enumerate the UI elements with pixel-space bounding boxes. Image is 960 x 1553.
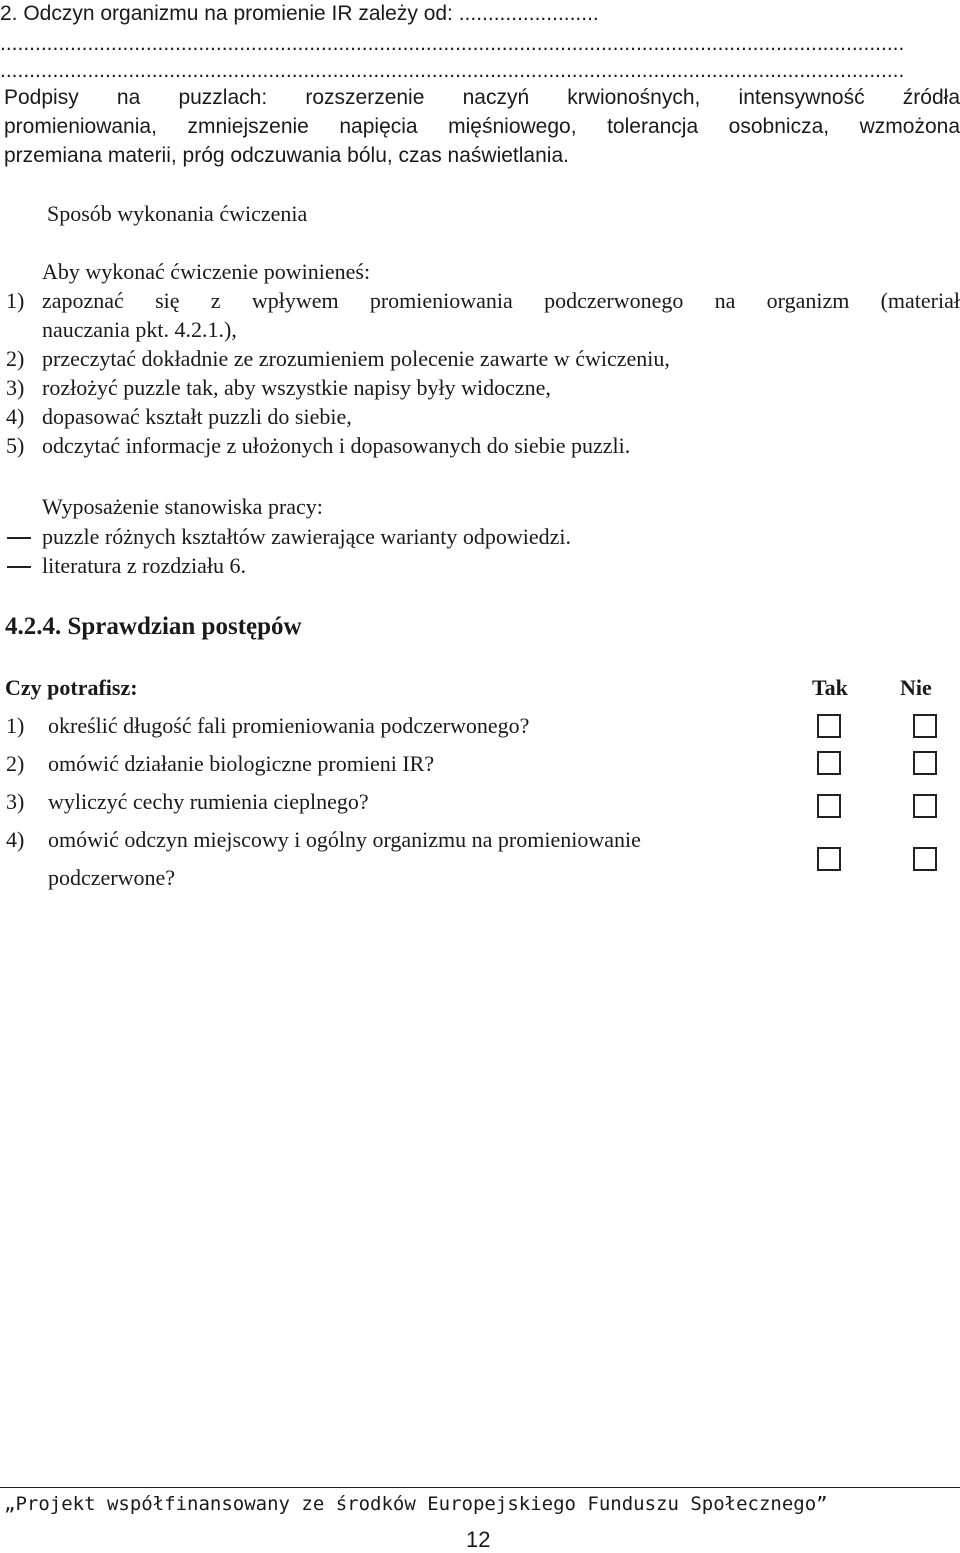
no-column-header: Nie xyxy=(900,675,932,700)
footer-note: „Projekt współfinansowany ze środków Europejskiego Funduszu Społecznego” xyxy=(4,1493,828,1515)
puzzle-labels-line: Podpisy na puzzlach: rozszerzenie naczyń krwionośnych, intensywność źródła xyxy=(4,86,960,109)
question-number: 1) xyxy=(6,713,25,738)
no-checkbox[interactable] xyxy=(913,714,937,738)
step-text: rozłożyć puzzle tak, aby wszystkie napisy były widoczne, xyxy=(42,375,551,400)
question-number: 3) xyxy=(6,789,25,814)
equipment-item: puzzle różnych kształtów zawierające warianty odpowiedzi. xyxy=(42,524,571,549)
step-text: dopasować kształt puzzli do siebie, xyxy=(42,404,352,429)
page-number: 12 xyxy=(466,1527,491,1552)
footer-divider xyxy=(0,1487,960,1488)
question-text-continued: podczerwone? xyxy=(48,865,176,890)
equipment-item: literatura z rozdziału 6. xyxy=(42,553,247,578)
puzzle-labels-line: promieniowania, zmniejszenie napięcia mięśniowego, tolerancja osobnicza, wzmożona xyxy=(4,115,960,138)
no-checkbox[interactable] xyxy=(913,847,937,871)
answer-dots-line: ........................................................................................................................................................... xyxy=(0,32,905,55)
step-number: 1) xyxy=(6,288,25,313)
no-checkbox[interactable] xyxy=(913,794,937,818)
yes-checkbox[interactable] xyxy=(817,794,841,818)
method-intro: Aby wykonać ćwiczenie powinieneś: xyxy=(42,259,371,284)
step-number: 4) xyxy=(6,404,25,429)
no-checkbox[interactable] xyxy=(913,751,937,775)
question-text: omówić odczyn miejscowy i ogólny organizmu na promieniowanie xyxy=(48,827,641,852)
step-text: przeczytać dokładnie ze zrozumieniem polecenie zawarte w ćwiczeniu, xyxy=(42,346,670,371)
yes-checkbox[interactable] xyxy=(817,847,841,871)
section-title: 4.2.4. Sprawdzian postępów xyxy=(5,613,302,640)
method-heading: Sposób wykonania ćwiczenia xyxy=(47,201,308,226)
yes-column-header: Tak xyxy=(812,675,848,700)
step-number: 5) xyxy=(6,433,25,458)
step-text: odczytać informacje z ułożonych i dopasowanych do siebie puzzli. xyxy=(42,433,631,458)
question-text: omówić działanie biologiczne promieni IR? xyxy=(48,751,435,776)
step-text-continued: nauczania pkt. 4.2.1.), xyxy=(42,317,237,342)
step-number: 3) xyxy=(6,375,25,400)
list-dash xyxy=(7,537,31,539)
step-number: 2) xyxy=(6,346,25,371)
question-number: 4) xyxy=(6,827,25,852)
yes-checkbox[interactable] xyxy=(817,714,841,738)
question-text: wyliczyć cechy rumienia cieplnego? xyxy=(48,789,369,814)
question-text: określić długość fali promieniowania podczerwonego? xyxy=(48,713,530,738)
answer-dots-line: ........................................................................................................................................................... xyxy=(0,59,905,82)
equipment-heading: Wyposażenie stanowiska pracy: xyxy=(42,494,323,519)
step-text: zapoznać się z wpływem promieniowania podczerwonego na organizm (materiał xyxy=(42,288,960,313)
question-2-line: 2. Odczyn organizmu na promienie IR zależy od: ........................ xyxy=(0,2,599,25)
list-dash xyxy=(7,566,31,568)
question-number: 2) xyxy=(6,751,25,776)
puzzle-labels-line: przemiana materii, próg odczuwania bólu, czas naświetlania. xyxy=(4,144,569,167)
yes-checkbox[interactable] xyxy=(817,751,841,775)
questions-header: Czy potrafisz: xyxy=(5,675,138,700)
